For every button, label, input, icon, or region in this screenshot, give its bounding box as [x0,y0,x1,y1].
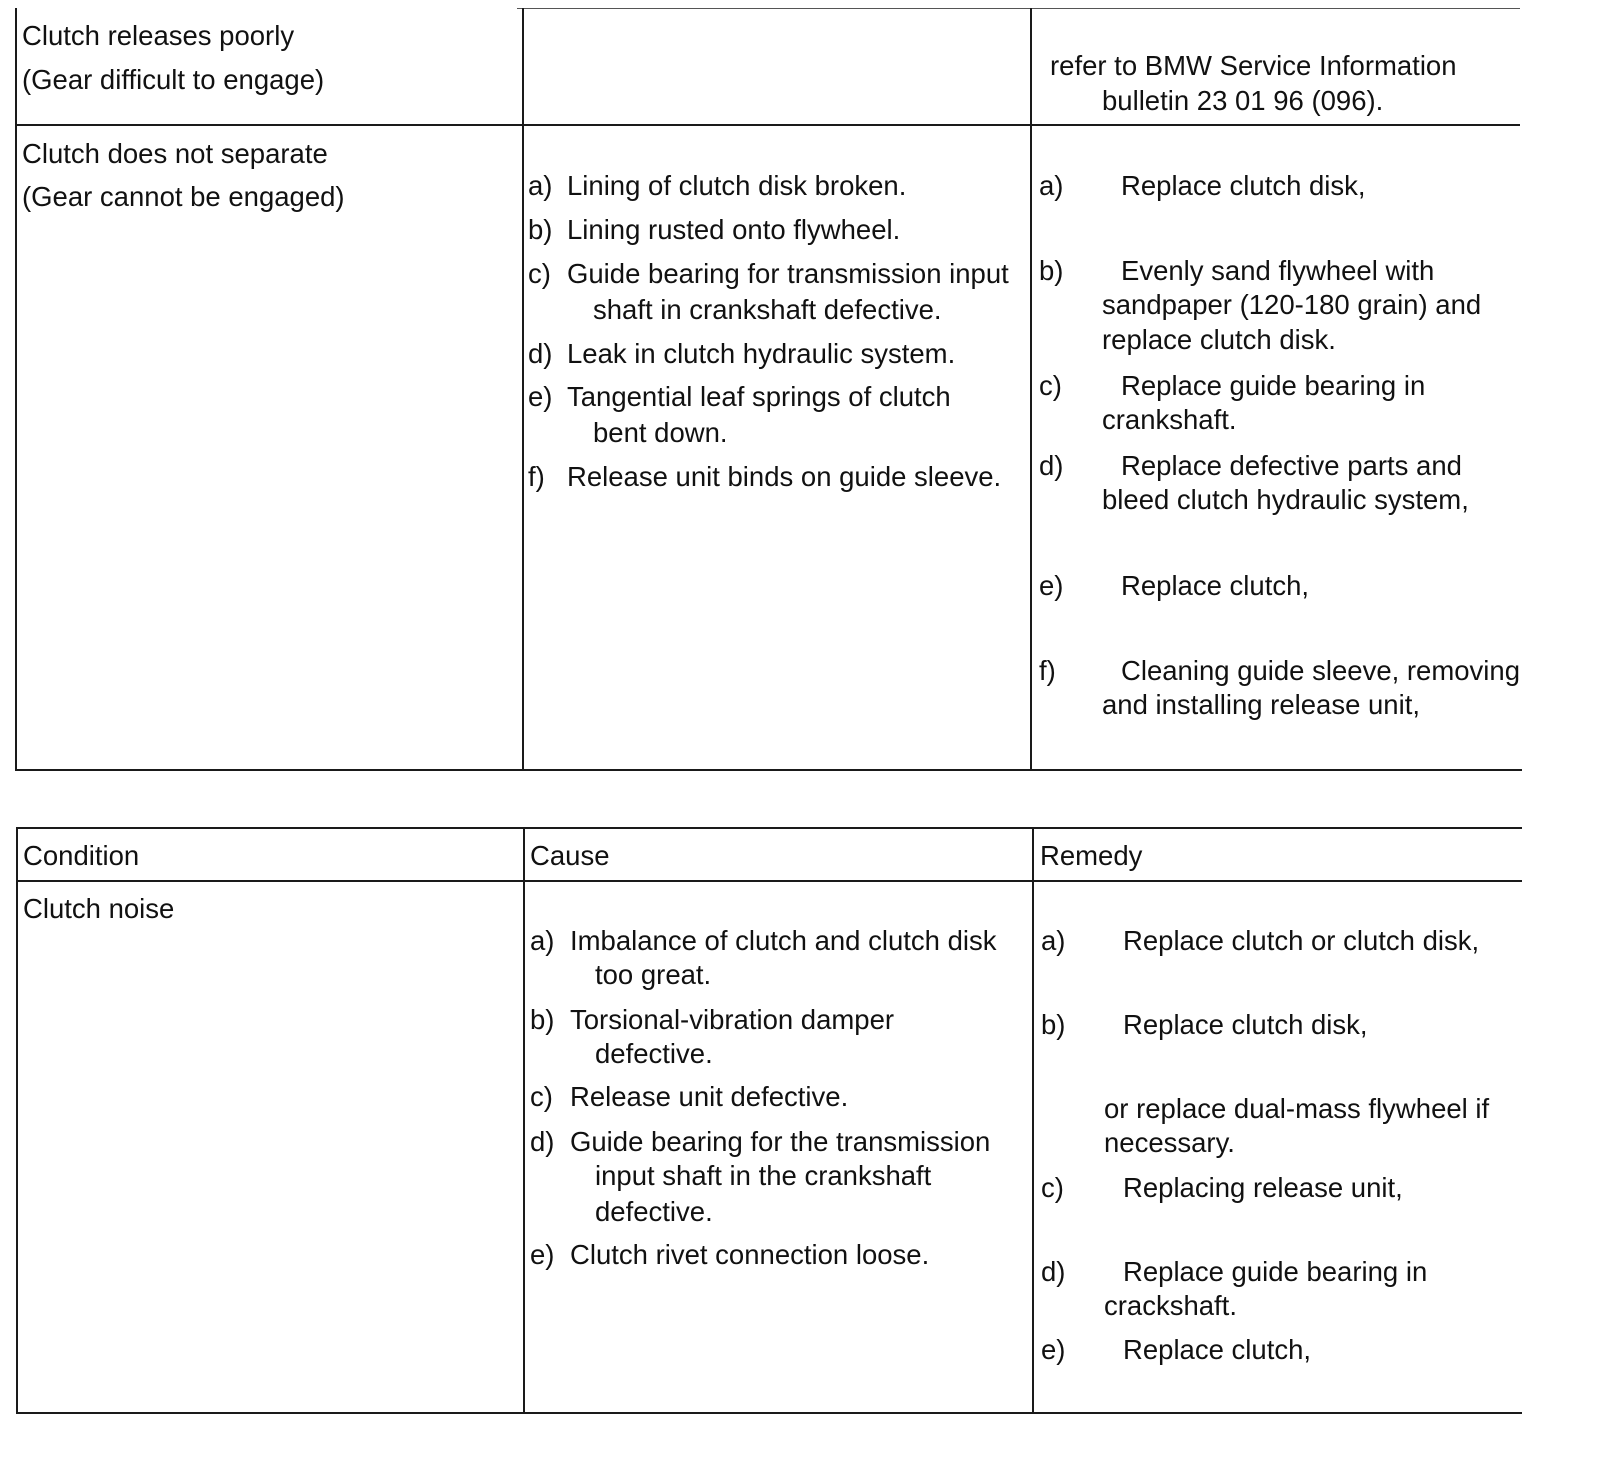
remedy-label: c) [1041,1172,1064,1203]
cause-label: f) [528,461,545,492]
table2-bottom-border [16,1412,1522,1414]
remedy-text-cont: sandpaper (120-180 grain) and [1102,289,1482,320]
remedy-text: Cleaning guide sleeve, removing [1121,655,1520,686]
cause-label: c) [530,1081,553,1112]
remedy-text: Evenly sand flywheel with [1121,255,1435,286]
remedy-label: c) [1039,370,1062,401]
table2-top-border [16,827,1522,829]
remedy-text-cont: bleed clutch hydraulic system, [1102,484,1469,515]
cause-text-cont: bent down. [593,417,728,448]
remedy-text: Replace guide bearing in [1123,1256,1428,1287]
cause-label: a) [528,170,553,201]
cause-text: Clutch rivet connection loose. [570,1239,930,1270]
condition-subtext: (Gear difficult to engage) [22,64,325,95]
condition-text: Clutch noise [23,893,175,924]
column-header-remedy: Remedy [1040,840,1143,871]
remedy-label: d) [1041,1256,1066,1287]
remedy-text-cont: replace clutch disk. [1102,324,1336,355]
table2-left-border [16,827,18,1414]
cause-label: d) [528,338,553,369]
cause-label: c) [528,258,551,289]
remedy-label: b) [1039,255,1064,286]
remedy-label: d) [1039,450,1064,481]
cause-text-cont: shaft in crankshaft defective. [593,294,942,325]
cause-text-cont: defective. [595,1196,713,1227]
cause-text: Tangential leaf springs of clutch [567,381,951,412]
remedy-text: Replace clutch or clutch disk, [1123,925,1480,956]
table1-col-divider-2 [1030,8,1032,771]
table2-col-divider-2 [1032,827,1034,1414]
remedy-text: Replace guide bearing in [1121,370,1426,401]
remedy-text-extra: or replace dual-mass flywheel if [1104,1093,1490,1124]
condition-text: Clutch releases poorly [22,20,295,51]
remedy-text-cont: and installing release unit, [1102,689,1420,720]
cause-text-cont: too great. [595,959,712,990]
remedy-text: Replace clutch, [1121,570,1310,601]
cause-text: Lining rusted onto flywheel. [567,214,901,245]
cause-text-cont: input shaft in the crankshaft [595,1160,932,1191]
column-header-condition: Condition [23,840,140,871]
remedy-label: e) [1039,570,1064,601]
remedy-label: a) [1039,170,1064,201]
cause-text: Release unit defective. [570,1081,849,1112]
cause-label: e) [530,1239,555,1270]
table1-row-divider [16,124,1520,126]
column-header-cause: Cause [530,840,610,871]
remedy-label: f) [1039,655,1056,686]
cause-text: Release unit binds on guide sleeve. [567,461,1002,492]
remedy-text-cont: crankshaft. [1102,404,1237,435]
cause-label: a) [530,925,555,956]
cause-label: e) [528,381,553,412]
remedy-label: a) [1041,925,1066,956]
remedy-text-cont: bulletin 23 01 96 (096). [1102,85,1384,116]
remedy-text: Replace clutch, [1123,1334,1312,1365]
remedy-text: Replace clutch disk, [1121,170,1366,201]
remedy-text: Replace defective parts and [1121,450,1462,481]
cause-label: b) [530,1004,555,1035]
condition-text: Clutch does not separate [22,138,328,169]
cause-text: Guide bearing for transmission input [567,258,1009,289]
remedy-label: e) [1041,1334,1066,1365]
remedy-text-cont: crackshaft. [1104,1290,1237,1321]
cause-text: Torsional-vibration damper [570,1004,895,1035]
remedy-text: Replacing release unit, [1123,1172,1403,1203]
remedy-text: refer to BMW Service Information [1050,50,1457,81]
remedy-label: b) [1041,1009,1066,1040]
remedy-text-extra-cont: necessary. [1104,1127,1235,1158]
table2-header-divider [16,880,1522,882]
condition-subtext: (Gear cannot be engaged) [22,181,345,212]
cause-text: Leak in clutch hydraulic system. [567,338,956,369]
table1-bottom-border [16,769,1522,771]
cause-text-cont: defective. [595,1038,713,1069]
table1-left-border [15,8,17,771]
cause-text: Lining of clutch disk broken. [567,170,907,201]
cause-text: Imbalance of clutch and clutch disk [570,925,997,956]
table1-top-border [517,8,1520,9]
table2-col-divider-1 [523,827,525,1414]
cause-text: Guide bearing for the transmission [570,1126,991,1157]
cause-label: b) [528,214,553,245]
table1-col-divider-1 [522,8,524,771]
cause-label: d) [530,1126,555,1157]
remedy-text: Replace clutch disk, [1123,1009,1368,1040]
